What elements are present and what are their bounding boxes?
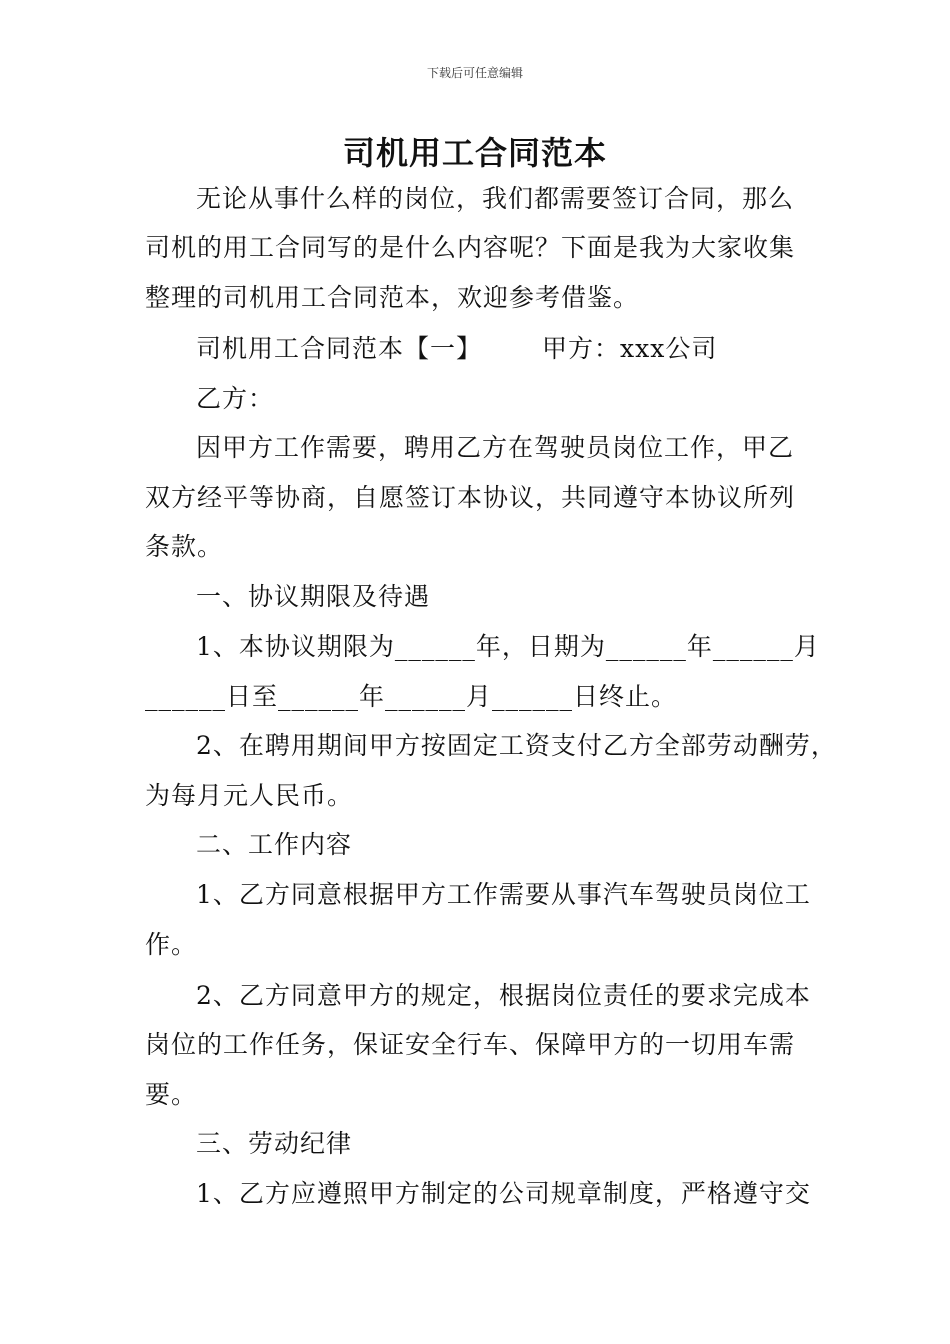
paragraph-line: 2、乙方同意甲方的规定，根据岗位责任的要求完成本 (196, 981, 811, 1010)
paragraph-line: 1、乙方同意根据甲方工作需要从事汽车驾驶员岗位工 (196, 880, 811, 909)
section-heading: 一、协议期限及待遇 (196, 582, 431, 611)
page-header: 下载后可任意编辑 (426, 66, 523, 80)
paragraph-line: 作。 (145, 930, 198, 959)
paragraph-line: 要。 (145, 1080, 198, 1109)
paragraph-line: 条款。 (145, 532, 224, 561)
paragraph-line: ______日至______年______月______日终止。 (145, 682, 678, 711)
paragraph-line: 岗位的工作任务，保证安全行车、保障甲方的一切用车需 (145, 1030, 796, 1059)
paragraph-line: 因甲方工作需要，聘用乙方在驾驶员岗位工作，甲乙 (196, 433, 795, 462)
paragraph-line: 1、本协议期限为______年，日期为______年______月 (196, 632, 820, 661)
paragraph-line: 司机的用工合同写的是什么内容呢？下面是我为大家收集 (145, 233, 796, 262)
paragraph-line: 无论从事什么样的岗位，我们都需要签订合同，那么 (196, 184, 795, 213)
section-line (196, 334, 896, 364)
contract-sample-heading: 司机用工合同范本【一】 (196, 334, 483, 363)
section-heading: 二、工作内容 (196, 830, 353, 859)
paragraph-line: 为每月元人民币。 (145, 781, 354, 810)
section-heading: 三、劳动纪律 (196, 1129, 353, 1158)
paragraph-line: 2、在聘用期间甲方按固定工资支付乙方全部劳动酬劳， (196, 731, 837, 760)
paragraph-line: 1、乙方应遵照甲方制定的公司规章制度，严格遵守交 (196, 1179, 811, 1208)
party-b: 乙方： (196, 384, 275, 413)
paragraph-line: 双方经平等协商，自愿签订本协议，共同遵守本协议所列 (145, 483, 796, 512)
document-title: 司机用工合同范本 (342, 134, 607, 172)
party-a: 甲方：xxx公司 (542, 334, 718, 363)
paragraph-line: 整理的司机用工合同范本，欢迎参考借鉴。 (145, 283, 640, 312)
